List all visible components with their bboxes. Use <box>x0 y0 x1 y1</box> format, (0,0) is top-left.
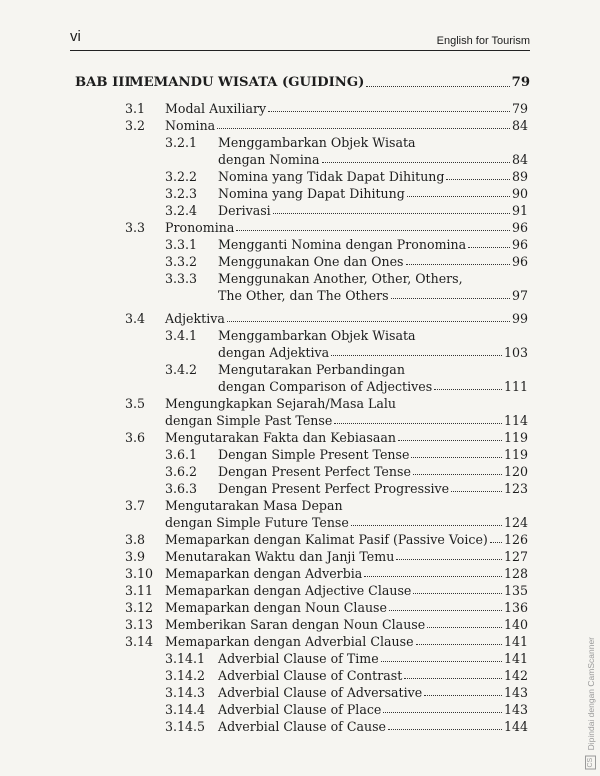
toc-entry-title: Modal Auxiliary <box>165 101 267 116</box>
toc-entry-title: Adjektiva <box>165 311 225 326</box>
toc-entry-title: Adverbial Clause of Time <box>218 651 379 666</box>
toc-entry-title: Menggunakan One dan Ones <box>218 254 404 269</box>
leader-dots <box>364 576 502 577</box>
toc-entry-title: Memaparkan dengan Kalimat Pasif (Passive Voice) <box>165 532 488 547</box>
toc-entry[interactable] <box>218 344 528 361</box>
toc-entry-page: 127 <box>503 549 528 564</box>
leader-dots <box>381 661 502 662</box>
toc-entry-number: 3.2.2 <box>165 169 198 184</box>
toc-entry-title: Derivasi <box>218 203 271 218</box>
toc-entry-number: 3.3 <box>125 220 146 235</box>
toc-entry-title-continued: dengan Simple Past Tense <box>165 413 333 428</box>
toc-entry[interactable] <box>218 480 528 497</box>
toc-entry-number: 3.11 <box>125 583 154 598</box>
toc-entry[interactable] <box>165 565 528 582</box>
leader-dots <box>391 298 510 299</box>
toc-entry-number: 3.2.4 <box>165 203 198 218</box>
leader-dots <box>468 247 510 248</box>
toc-entry-title-continued: The Other, dan The Others <box>218 288 389 303</box>
toc-entry-page: 96 <box>511 220 528 235</box>
toc-entry[interactable] <box>165 514 528 531</box>
toc-entry-number: 3.6 <box>125 430 146 445</box>
toc-entry-title: Nomina yang Dapat Dihitung <box>218 186 405 201</box>
toc-entry-number: 3.13 <box>125 617 154 632</box>
toc-entry-number: 3.5 <box>125 396 146 411</box>
toc-entry-title[interactable]: Menggambarkan Objek Wisata <box>218 135 416 150</box>
leader-dots <box>404 678 502 679</box>
toc-entry-number: 3.14 <box>125 634 154 649</box>
leader-dots <box>490 542 502 543</box>
toc-entry[interactable] <box>165 412 528 429</box>
toc-entry-page: 143 <box>503 685 528 700</box>
toc-entry[interactable] <box>165 429 528 446</box>
leader-dots <box>389 610 502 611</box>
toc-entry-number: 3.9 <box>125 549 146 564</box>
toc-entry[interactable] <box>218 718 528 735</box>
leader-dots <box>416 644 502 645</box>
toc-entry-number: 3.12 <box>125 600 154 615</box>
toc-entry[interactable] <box>165 616 528 633</box>
toc-entry-number: 3.3.1 <box>165 237 198 252</box>
toc-entry-page: 96 <box>511 254 528 269</box>
toc-entry[interactable] <box>218 185 528 202</box>
toc-entry-title-continued: dengan Nomina <box>218 152 320 167</box>
leader-dots <box>227 321 510 322</box>
leader-dots <box>398 440 502 441</box>
chapter-page: 79 <box>511 75 530 90</box>
chapter-title: MEMANDU WISATA (GUIDING) <box>129 75 365 90</box>
chapter-label: BAB III <box>75 75 131 90</box>
toc-entry-title[interactable]: Mengungkapkan Sejarah/Masa Lalu <box>165 396 397 411</box>
toc-entry-page: 84 <box>511 152 528 167</box>
toc-entry-number: 3.14.1 <box>165 651 206 666</box>
leader-dots <box>331 355 502 356</box>
toc-entry[interactable] <box>218 253 528 270</box>
toc-entry-number: 3.4.1 <box>165 328 198 343</box>
toc-entry-number: 3.7 <box>125 498 146 513</box>
toc-entry-number: 3.6.2 <box>165 464 198 479</box>
toc-entry-title-continued: dengan Adjektiva <box>218 345 330 360</box>
toc-entry[interactable] <box>165 100 528 117</box>
toc-entry-number: 3.8 <box>125 532 146 547</box>
toc-entry[interactable] <box>165 117 528 134</box>
toc-entry-title[interactable]: Menggunakan Another, Other, Others, <box>218 271 463 286</box>
toc-entry[interactable] <box>165 310 528 327</box>
leader-dots <box>396 559 502 560</box>
toc-entry-title[interactable]: Mengutarakan Perbandingan <box>218 362 405 377</box>
toc-entry-title: Mengganti Nomina dengan Pronomina <box>218 237 467 252</box>
toc-entry-page: 114 <box>503 413 528 428</box>
toc-entry-title: Nomina <box>165 118 216 133</box>
leader-dots <box>217 128 510 129</box>
page-number: vi <box>70 28 81 45</box>
toc-entry-number: 3.1 <box>125 101 146 116</box>
toc-entry-number: 3.14.4 <box>165 702 206 717</box>
toc-entry-title-continued: dengan Comparison of Adjectives <box>218 379 433 394</box>
header-rule <box>70 50 530 51</box>
toc-entry-title: Dengan Present Perfect Tense <box>218 464 411 479</box>
toc-entry-number: 3.6.3 <box>165 481 198 496</box>
toc-entry-title: Memaparkan dengan Noun Clause <box>165 600 387 615</box>
toc-entry-page: 84 <box>511 118 528 133</box>
toc-entry-title: Nomina yang Tidak Dapat Dihitung <box>218 169 445 184</box>
toc-entry-page: 141 <box>503 634 528 649</box>
toc-entry[interactable] <box>218 701 528 718</box>
leader-dots <box>388 729 502 730</box>
toc-entry-number: 3.3.2 <box>165 254 198 269</box>
toc-entry-title: Memaparkan dengan Adjective Clause <box>165 583 412 598</box>
leader-dots <box>236 230 510 231</box>
toc-entry-number: 3.4 <box>125 311 146 326</box>
toc-entry-title[interactable]: Mengutarakan Masa Depan <box>165 498 343 513</box>
leader-dots <box>413 474 502 475</box>
toc-entry-number: 3.2.1 <box>165 135 198 150</box>
toc-entry-title: Adverbial Clause of Place <box>218 702 382 717</box>
leader-dots <box>434 389 502 390</box>
leader-dots <box>424 695 502 696</box>
toc-entry[interactable] <box>218 684 528 701</box>
toc-entry-page: 99 <box>511 311 528 326</box>
leader-dots <box>413 593 502 594</box>
toc-entry-number: 3.14.5 <box>165 719 206 734</box>
toc-entry-number: 3.3.3 <box>165 271 198 286</box>
toc-entry-title: Memaparkan dengan Adverbial Clause <box>165 634 414 649</box>
toc-entry-page: 103 <box>503 345 528 360</box>
toc-entry-page: 91 <box>511 203 528 218</box>
toc-entry-page: 126 <box>503 532 528 547</box>
toc-entry-number: 3.6.1 <box>165 447 198 462</box>
toc-entry[interactable] <box>218 168 528 185</box>
toc-entry-page: 119 <box>503 430 528 445</box>
toc-entry[interactable] <box>165 219 528 236</box>
toc-entry-page: 89 <box>511 169 528 184</box>
toc-entry-title: Memaparkan dengan Adverbia <box>165 566 363 581</box>
toc-entry-title: Dengan Present Perfect Progressive <box>218 481 450 496</box>
leader-dots <box>446 179 509 180</box>
toc-entry[interactable] <box>218 463 528 480</box>
toc-entry-number: 3.2.3 <box>165 186 198 201</box>
leader-dots <box>351 525 502 526</box>
toc-entry-page: 96 <box>511 237 528 252</box>
toc-entry[interactable] <box>165 633 528 650</box>
toc-entry-title[interactable]: Menggambarkan Objek Wisata <box>218 328 416 343</box>
toc-entry-title-continued: dengan Simple Future Tense <box>165 515 349 530</box>
toc-entry-title: Adverbial Clause of Contrast <box>218 668 403 683</box>
toc-entry[interactable] <box>165 548 528 565</box>
scanner-watermark-text: Dipindai dengan CamScanner <box>586 637 596 751</box>
toc-entry-page: 90 <box>511 186 528 201</box>
leader-dots <box>411 457 502 458</box>
toc-entry-number: 3.14.2 <box>165 668 206 683</box>
toc-entry-title: Mengutarakan Fakta dan Kebiasaan <box>165 430 396 445</box>
toc-entry-page: 144 <box>503 719 528 734</box>
toc-entry-page: 120 <box>503 464 528 479</box>
toc-entry-title: Memberikan Saran dengan Noun Clause <box>165 617 426 632</box>
toc-entry-page: 135 <box>503 583 528 598</box>
toc-entry[interactable] <box>218 667 528 684</box>
toc-entry[interactable] <box>218 287 528 304</box>
leader-dots <box>383 712 502 713</box>
leader-dots <box>406 264 510 265</box>
toc-entry[interactable] <box>218 236 528 253</box>
toc-entry[interactable] <box>165 531 528 548</box>
toc-entry-number: 3.2 <box>125 118 146 133</box>
leader-dots <box>322 162 510 163</box>
toc-entry-page: 142 <box>503 668 528 683</box>
leader-dots <box>366 74 509 87</box>
toc-entry-title: Adverbial Clause of Cause <box>218 719 386 734</box>
toc-entry[interactable] <box>218 650 528 667</box>
toc-entry-page: 128 <box>503 566 528 581</box>
toc-entry[interactable] <box>165 599 528 616</box>
toc-entry-page: 124 <box>503 515 528 530</box>
running-header-title: English for Tourism <box>436 35 530 47</box>
toc-entry-title: Adverbial Clause of Adversative <box>218 685 423 700</box>
toc-entry-page: 136 <box>503 600 528 615</box>
camscanner-logo: CS <box>587 758 594 768</box>
toc-entry[interactable] <box>218 202 528 219</box>
toc-entry-page: 111 <box>503 379 528 394</box>
leader-dots <box>268 111 510 112</box>
leader-dots <box>427 627 502 628</box>
toc-entry[interactable] <box>218 378 528 395</box>
toc-entry[interactable] <box>218 151 528 168</box>
toc-entry-number: 3.10 <box>125 566 154 581</box>
leader-dots <box>407 196 510 197</box>
toc-entry-page: 79 <box>511 101 528 116</box>
toc-entry-page: 123 <box>503 481 528 496</box>
toc-entry-title: Dengan Simple Present Tense <box>218 447 410 462</box>
toc-entry[interactable] <box>218 446 528 463</box>
leader-dots <box>273 213 510 214</box>
toc-entry-page: 141 <box>503 651 528 666</box>
toc-entry-title: Menutarakan Waktu dan Janji Temu <box>165 549 395 564</box>
toc-entry-page: 119 <box>503 447 528 462</box>
toc-entry-number: 3.4.2 <box>165 362 198 377</box>
scanner-watermark <box>585 637 596 770</box>
leader-dots <box>451 491 502 492</box>
toc-entry[interactable] <box>165 582 528 599</box>
toc-entry-page: 140 <box>503 617 528 632</box>
leader-dots <box>334 423 502 424</box>
toc-entry-title: Pronomina <box>165 220 235 235</box>
toc-entry-page: 143 <box>503 702 528 717</box>
toc-entry-page: 97 <box>511 288 528 303</box>
toc-entry-number: 3.14.3 <box>165 685 206 700</box>
